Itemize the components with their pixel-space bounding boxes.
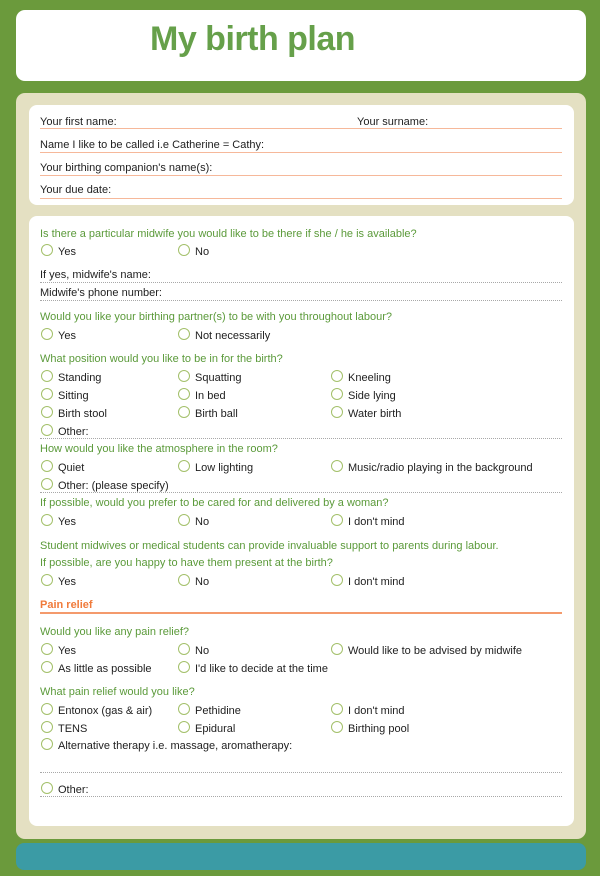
radio-button[interactable] <box>41 738 53 750</box>
radio-button[interactable] <box>41 370 53 382</box>
radio-button[interactable] <box>41 782 53 794</box>
option-label[interactable]: Kneeling <box>348 372 391 384</box>
question-text: Is there a particular midwife you would like to be there if she / he is available? <box>40 228 417 240</box>
option-label[interactable]: Standing <box>58 372 102 384</box>
option-label[interactable]: Yes <box>58 246 76 258</box>
radio-button[interactable] <box>178 661 190 673</box>
option-label[interactable]: Yes <box>58 330 76 342</box>
radio-button[interactable] <box>178 406 190 418</box>
question-text: What pain relief would you like? <box>40 686 195 698</box>
radio-button[interactable] <box>331 643 343 655</box>
option-label[interactable]: Sitting <box>58 390 89 402</box>
radio-button[interactable] <box>41 643 53 655</box>
option-label[interactable]: Birth ball <box>195 408 238 420</box>
option-label[interactable]: No <box>195 516 210 528</box>
option-label[interactable]: Pethidine <box>195 705 241 717</box>
radio-button[interactable] <box>331 514 343 526</box>
radio-button[interactable] <box>41 424 53 436</box>
radio-button[interactable] <box>331 370 343 382</box>
option-label[interactable]: Other: (please specify) <box>58 480 169 492</box>
option-label[interactable]: Entonox (gas & air) <box>58 705 153 717</box>
radio-button[interactable] <box>41 478 53 490</box>
radio-button[interactable] <box>41 460 53 472</box>
field-input-line[interactable] <box>40 772 562 773</box>
option-label[interactable]: Yes <box>58 516 76 528</box>
option-label[interactable]: Squatting <box>195 372 242 384</box>
question-text: Would you like any pain relief? <box>40 626 189 638</box>
option-label[interactable]: Other: <box>58 784 89 796</box>
radio-button[interactable] <box>41 514 53 526</box>
radio-button[interactable] <box>178 388 190 400</box>
option-label[interactable]: Other: <box>58 426 89 438</box>
companion-label: Your birthing companion's name(s): <box>40 162 213 174</box>
option-label[interactable]: Birthing pool <box>348 723 410 735</box>
option-label[interactable]: Low lighting <box>195 462 254 474</box>
option-label[interactable]: I'd like to decide at the time <box>195 663 328 675</box>
option-label[interactable]: Water birth <box>348 408 402 420</box>
radio-button[interactable] <box>331 388 343 400</box>
question-text: Student midwives or medical students can provide invaluable support to parents during labour. <box>40 540 499 552</box>
question-text: If possible, would you prefer to be cared for and delivered by a woman? <box>40 497 389 509</box>
radio-button[interactable] <box>178 643 190 655</box>
radio-button[interactable] <box>41 574 53 586</box>
option-label[interactable]: Alternative therapy i.e. massage, aromatherapy: <box>58 740 293 752</box>
radio-button[interactable] <box>178 370 190 382</box>
question-text: Would you like your birthing partner(s) to be with you throughout labour? <box>40 311 392 323</box>
radio-button[interactable] <box>331 460 343 472</box>
section-divider <box>40 612 562 614</box>
radio-button[interactable] <box>41 661 53 673</box>
question-text: What position would you like to be in for the birth? <box>40 353 283 365</box>
option-label[interactable]: Epidural <box>195 723 236 735</box>
companion-input-line[interactable] <box>40 175 562 176</box>
field-label: Midwife's phone number: <box>40 287 162 299</box>
radio-button[interactable] <box>178 721 190 733</box>
section-heading: Pain relief <box>40 599 93 611</box>
radio-button[interactable] <box>331 406 343 418</box>
field-input-line[interactable] <box>40 438 562 439</box>
due-date-input-line[interactable] <box>40 198 562 199</box>
page-title: My birth plan <box>150 20 356 58</box>
radio-button[interactable] <box>178 460 190 472</box>
radio-button[interactable] <box>41 328 53 340</box>
option-label[interactable]: TENS <box>58 723 88 735</box>
field-input-line[interactable] <box>40 492 562 493</box>
radio-button[interactable] <box>178 328 190 340</box>
radio-button[interactable] <box>331 574 343 586</box>
radio-button[interactable] <box>178 574 190 586</box>
surname-label: Your surname: <box>357 116 429 128</box>
option-label[interactable]: Yes <box>58 645 76 657</box>
footer-bar <box>16 843 586 870</box>
field-input-line[interactable] <box>40 282 562 283</box>
radio-button[interactable] <box>178 244 190 256</box>
option-label[interactable]: I don't mind <box>348 705 405 717</box>
preferred-name-label: Name I like to be called i.e Catherine = Cathy: <box>40 139 265 151</box>
option-label[interactable]: I don't mind <box>348 576 405 588</box>
radio-button[interactable] <box>41 703 53 715</box>
field-label: If yes, midwife's name: <box>40 269 151 281</box>
option-label[interactable]: No <box>195 576 210 588</box>
radio-button[interactable] <box>41 388 53 400</box>
option-label[interactable]: Would like to be advised by midwife <box>348 645 523 657</box>
radio-button[interactable] <box>331 703 343 715</box>
preferences-card <box>29 216 574 826</box>
option-label[interactable]: No <box>195 246 210 258</box>
field-input-line[interactable] <box>40 300 562 301</box>
due-date-label: Your due date: <box>40 184 112 196</box>
option-label[interactable]: Side lying <box>348 390 396 402</box>
radio-button[interactable] <box>41 244 53 256</box>
option-label[interactable]: Music/radio playing in the background <box>348 462 533 474</box>
radio-button[interactable] <box>178 703 190 715</box>
option-label[interactable]: I don't mind <box>348 516 405 528</box>
option-label[interactable]: Birth stool <box>58 408 107 420</box>
option-label[interactable]: Yes <box>58 576 76 588</box>
question-text: How would you like the atmosphere in the room? <box>40 443 278 455</box>
option-label[interactable]: No <box>195 645 210 657</box>
radio-button[interactable] <box>331 721 343 733</box>
option-label[interactable]: As little as possible <box>58 663 152 675</box>
radio-button[interactable] <box>41 721 53 733</box>
preferred-name-input-line[interactable] <box>40 152 562 153</box>
option-label[interactable]: Not necessarily <box>195 330 271 342</box>
radio-button[interactable] <box>178 514 190 526</box>
radio-button[interactable] <box>41 406 53 418</box>
option-label[interactable]: In bed <box>195 390 226 402</box>
question-text: If possible, are you happy to have them present at the birth? <box>40 557 333 569</box>
option-label[interactable]: Quiet <box>58 462 85 474</box>
field-input-line[interactable] <box>40 796 562 797</box>
first-name-label: Your first name: <box>40 116 117 128</box>
name-input-line[interactable] <box>40 128 562 129</box>
